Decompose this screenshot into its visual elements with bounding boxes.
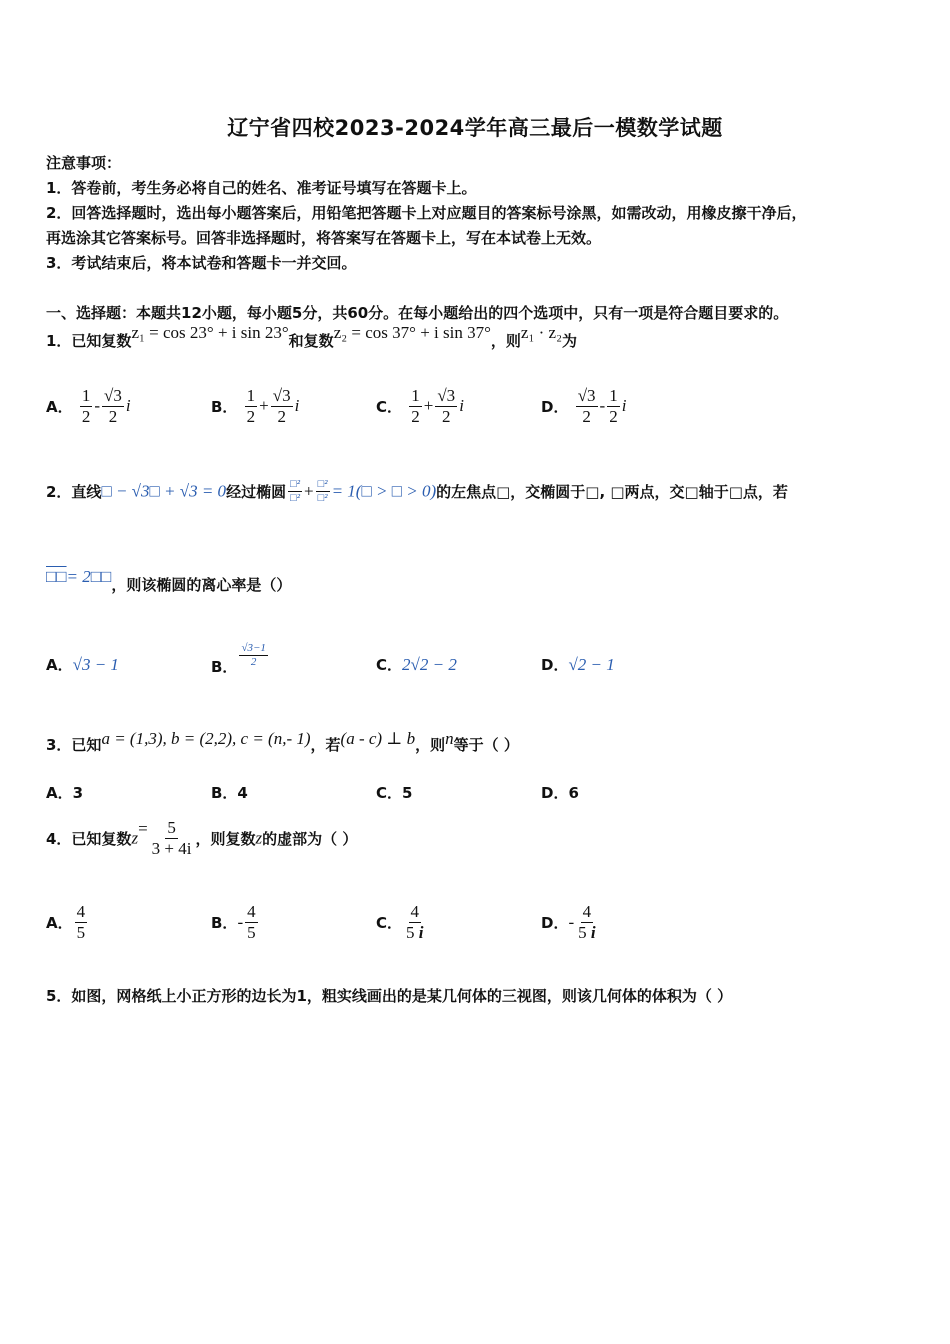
q4-option-d[interactable]: D．- $\frac{4}{5 i}$ (541, 902, 596, 942)
q2-ellipse-term: $\frac{\text{□²}}{\text{□²}}$ (290, 478, 301, 504)
q2-option-d[interactable]: D．√2 − 1 (541, 655, 615, 674)
notice-heading: 注意事项： (46, 154, 122, 172)
notice-item: 再选涂其它答案标号。回答非选择题时，将答案写在答题卡上，写在本试卷上无效。 (46, 229, 602, 247)
q1-z2: z₂ = cos 37° + i sin 37° (333, 323, 491, 342)
q1-option-d[interactable]: D． $\frac{√3}{2}$ - $\frac{1}{2}$ i (541, 386, 627, 426)
q4-z: z (131, 828, 139, 848)
q3-variable: n (445, 729, 454, 748)
section-heading: 一、选择题：本题共12小题，每小题5分，共60分。在每小题给出的四个选项中，只有一项是符合题目要求的。 (46, 304, 789, 322)
notice-item: 3．考试结束后，将本试卷和答题卡一并交回。 (46, 254, 357, 272)
question-2: 2．直线□ − √3□ + √3 = 0经过椭圆 $\frac{\text{□²}}{\text{□²}}$ + $\frac{\text{□²}}{\text{□²}}$ = 1(□ > □ > 0)的左焦点□，交椭圆于□, □两点，交□轴于□点，若 (46, 478, 788, 504)
q4-option-c[interactable]: C． $\frac{4}{5 i}$ (376, 902, 424, 942)
q1-option-a[interactable]: A． $\frac{1}{2}$ - $\frac{√3}{2}$ i (46, 386, 131, 426)
q4-option-b[interactable]: B．- $\frac{4}{5}$ (211, 902, 256, 942)
q1-text: ，则 (490, 332, 521, 350)
question-3: 3．已知a = (1,3), b = (2,2), c = (n,- 1)，若(a - c) ⊥ b，则n等于（ ） (46, 729, 519, 754)
q1-text: 和复数 (288, 332, 334, 350)
fraction: $\frac{√3}{2}$ (577, 386, 596, 426)
q1-z1: z₁ = cos 23° + i sin 23° (131, 323, 289, 342)
q1-option-c[interactable]: C． $\frac{1}{2}$ + $\frac{√3}{2}$ i (376, 386, 464, 426)
fraction: $\frac{4}{5 i}$ (406, 902, 424, 942)
question-4: 4．已知复数z= $\frac{5}{3 + 4i}$ ，则复数z的虚部为（ ） (46, 818, 358, 858)
notice-item: 2．回答选择题时，选出每小题答案后，用铅笔把答题卡上对应题目的答案标号涂黑，如需改动，用橡皮擦干净后， (46, 204, 807, 222)
q2-vector-line: □□= 2□□，则该椭圆的离心率是（） (46, 567, 292, 594)
q2-ellipse-condition: = 1(□ > □ > 0) (331, 481, 437, 501)
fraction: $\frac{4}{5}$ (76, 902, 86, 942)
fraction: $\frac{1}{2}$ (411, 386, 420, 426)
question-5: 5．如图，网格纸上小正方形的边长为1，粗实线画出的是某几何体的三视图，则该几何体的体积为（ ） (46, 987, 733, 1005)
fraction: $\frac{4}{5}$ (247, 902, 256, 942)
q2-option-c[interactable]: C．2√2 − 2 (376, 655, 457, 674)
q3-vectors: a = (1,3), b = (2,2), c = (n,- 1) (101, 729, 311, 748)
page-title: 辽宁省四校2023-2024学年高三最后一模数学试题 (227, 116, 723, 140)
q1-text: 为 (562, 332, 578, 350)
q2-option-b[interactable]: B． $\frac{√3-1}{2}$ (211, 642, 266, 676)
q3-option-a[interactable]: A．3 (46, 784, 84, 802)
q4-option-a[interactable]: A． $\frac{4}{5}$ (46, 902, 86, 942)
q1-option-b[interactable]: B． $\frac{1}{2}$ + $\frac{√3}{2}$ i (211, 386, 300, 426)
q3-option-b[interactable]: B．4 (211, 784, 248, 802)
fraction: $\frac{4}{5 i}$ (578, 902, 596, 942)
q2-line-equation: □ − √3□ + √3 = 0 (101, 481, 227, 501)
q1-text: 1．已知复数 (46, 332, 132, 350)
fraction: $\frac{√3}{2}$ (272, 386, 291, 426)
q3-option-d[interactable]: D．6 (541, 784, 579, 802)
fraction: $\frac{√3}{2}$ (104, 386, 122, 426)
notice-item: 1．答卷前，考生务必将自己的姓名、准考证号填写在答题卡上。 (46, 179, 477, 197)
q2-ellipse-term: $\frac{\text{□²}}{\text{□²}}$ (317, 478, 328, 504)
q3-condition: (a - c) ⊥ b (340, 729, 416, 748)
fraction: $\frac{1}{2}$ (81, 386, 91, 426)
q4-fraction: $\frac{5}{3 + 4i}$ (151, 818, 192, 858)
fraction: $\frac{1}{2}$ (246, 386, 256, 426)
fraction: $\frac{√3}{2}$ (437, 386, 456, 426)
q3-option-c[interactable]: C．5 (376, 784, 413, 802)
q2-option-a[interactable]: A．√3 − 1 (46, 655, 119, 674)
q2-vector: □□ (46, 567, 67, 586)
q1-product: z₁ · z₂ (520, 323, 563, 342)
fraction: $\frac{√3-1}{2}$ (241, 642, 266, 668)
q2-vector: = 2□□ (66, 567, 112, 586)
question-1 (46, 323, 578, 351)
fraction: $\frac{1}{2}$ (609, 386, 618, 426)
